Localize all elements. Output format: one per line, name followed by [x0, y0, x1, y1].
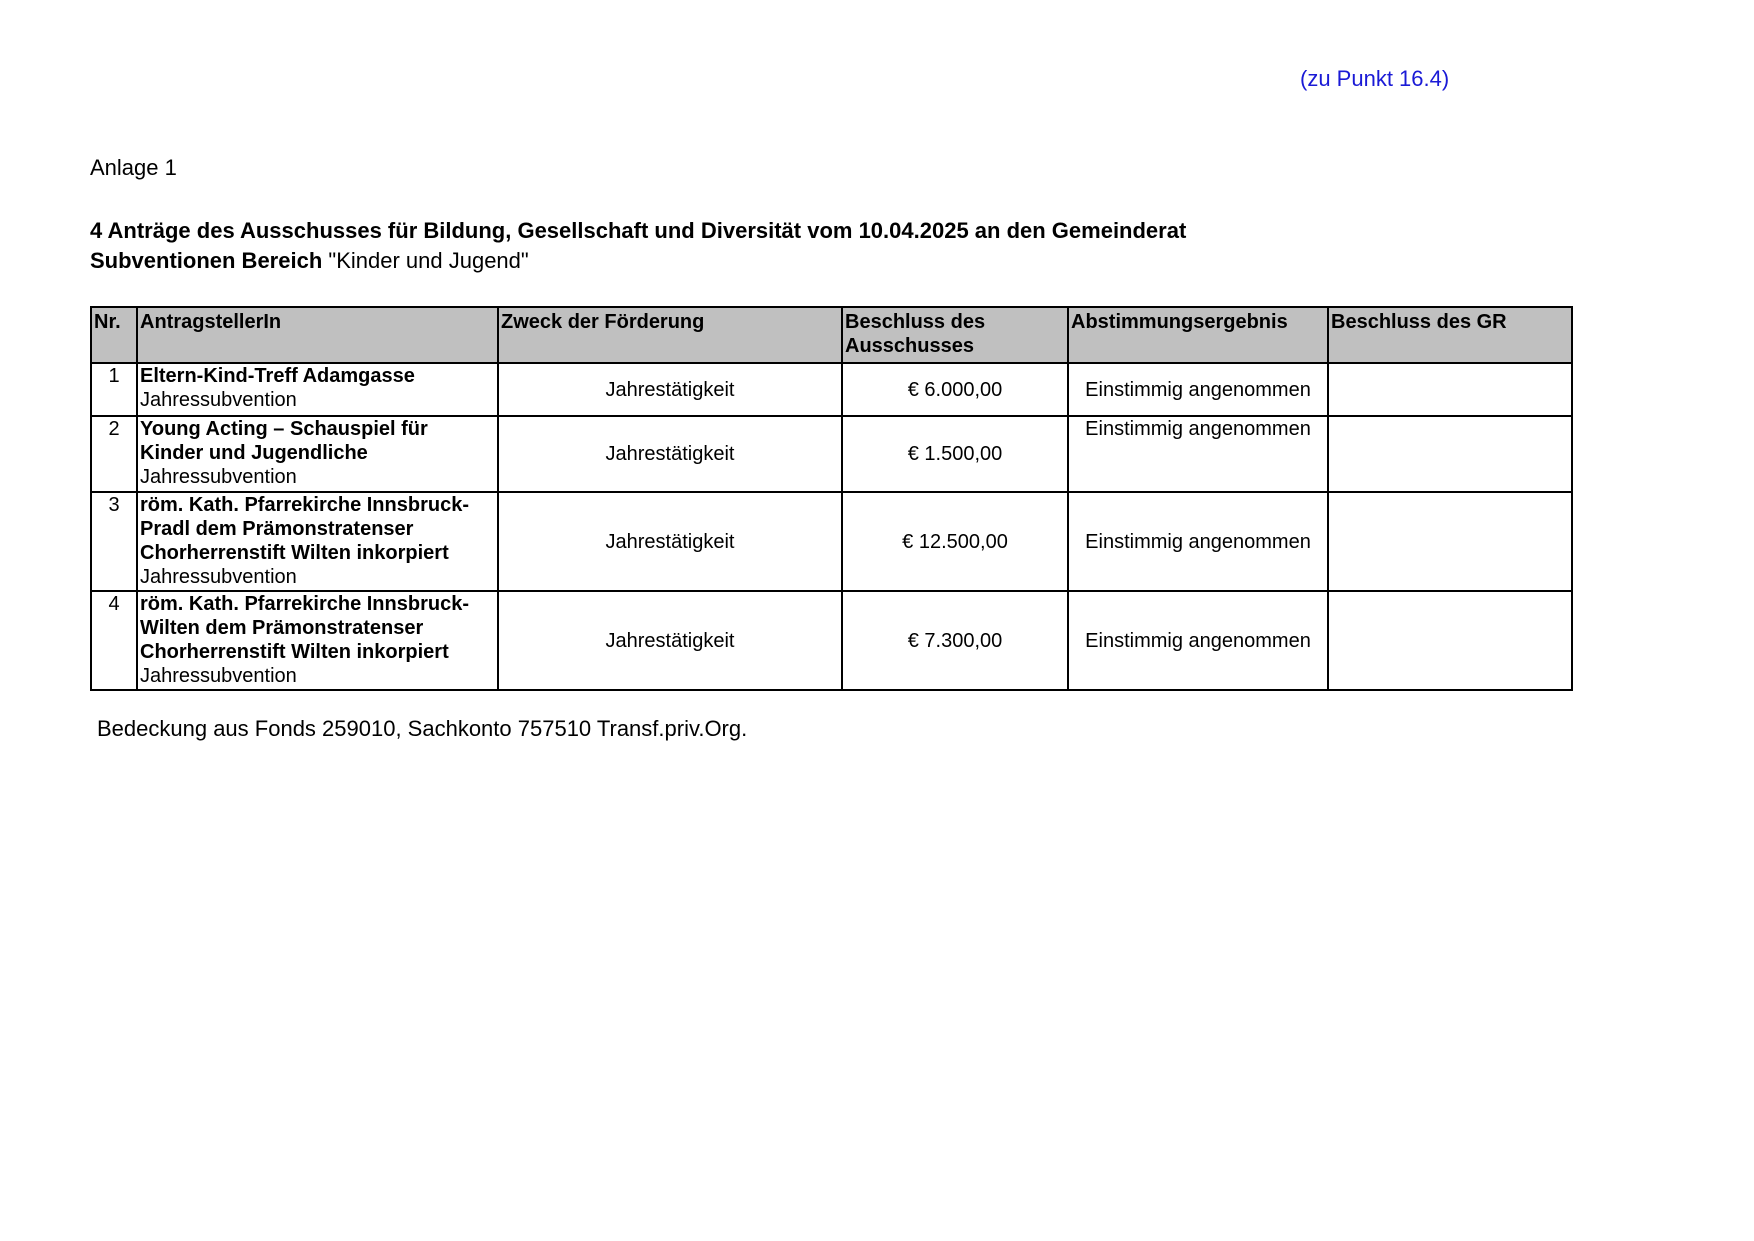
row-nr: 4: [91, 591, 137, 690]
row-council-decision: [1328, 363, 1572, 416]
header-applicant: AntragstellerIn: [137, 307, 498, 363]
row-purpose: Jahrestätigkeit: [498, 492, 842, 591]
row-amount: € 1.500,00: [842, 416, 1068, 492]
row-vote: Einstimmig angenommen: [1068, 363, 1328, 416]
subsidy-type: Jahressubvention: [140, 566, 297, 588]
row-council-decision: [1328, 591, 1572, 690]
subsidy-type: Jahressubvention: [140, 389, 297, 411]
header-purpose: Zweck der Förderung: [498, 307, 842, 363]
row-applicant: [137, 363, 498, 416]
header-nr: Nr.: [91, 307, 137, 363]
applicant-name: röm. Kath. Pfarrekirche Innsbruck-Wilten dem Prämonstratenser Chorherrenstift Wilten inkorpiert: [140, 593, 469, 663]
table-row: [91, 416, 1572, 492]
row-amount: € 6.000,00: [842, 363, 1068, 416]
document-heading: [90, 216, 1186, 276]
table-row: [91, 363, 1572, 416]
header-committee-decision: Beschluss des Ausschusses: [842, 307, 1068, 363]
row-applicant: [137, 416, 498, 492]
row-nr: 1: [91, 363, 137, 416]
row-nr: 2: [91, 416, 137, 492]
row-nr: 3: [91, 492, 137, 591]
funding-note: Bedeckung aus Fonds 259010, Sachkonto 757510 Transf.priv.Org.: [97, 716, 748, 741]
heading-subtitle-bold: Subventionen Bereich: [90, 248, 323, 273]
row-purpose: Jahrestätigkeit: [498, 416, 842, 492]
row-amount: € 12.500,00: [842, 492, 1068, 591]
heading-subtitle-rest: "Kinder und Jugend": [322, 248, 529, 273]
row-purpose: Jahrestätigkeit: [498, 591, 842, 690]
table-row: [91, 492, 1572, 591]
header-council-decision: Beschluss des GR: [1328, 307, 1572, 363]
row-purpose: Jahrestätigkeit: [498, 363, 842, 416]
attachment-label: Anlage 1: [90, 155, 177, 180]
heading-title: 4 Anträge des Ausschusses für Bildung, Gesellschaft und Diversität vom 10.04.2025 an den Gemeinderat: [90, 218, 1187, 243]
row-amount: € 7.300,00: [842, 591, 1068, 690]
table-header-row: [91, 307, 1572, 363]
row-applicant: [137, 591, 498, 690]
header-vote-result: Abstimmungsergebnis: [1068, 307, 1328, 363]
agenda-reference: (zu Punkt 16.4): [1300, 66, 1450, 91]
applicant-name: Young Acting – Schauspiel für Kinder und Jugendliche: [140, 418, 428, 464]
row-council-decision: [1328, 492, 1572, 591]
subsidy-type: Jahressubvention: [140, 466, 297, 488]
applicant-name: Eltern-Kind-Treff Adamgasse: [140, 365, 415, 387]
applicant-name: röm. Kath. Pfarrekirche Innsbruck-Pradl dem Prämonstratenser Chorherrenstift Wilten inkorpiert: [140, 494, 469, 564]
row-council-decision: [1328, 416, 1572, 492]
table-row: [91, 591, 1572, 690]
row-vote: Einstimmig angenommen: [1068, 416, 1328, 492]
subsidy-type: Jahressubvention: [140, 665, 297, 687]
row-applicant: [137, 492, 498, 591]
row-vote: Einstimmig angenommen: [1068, 591, 1328, 690]
row-vote: Einstimmig angenommen: [1068, 492, 1328, 591]
grants-table: [90, 306, 1573, 691]
